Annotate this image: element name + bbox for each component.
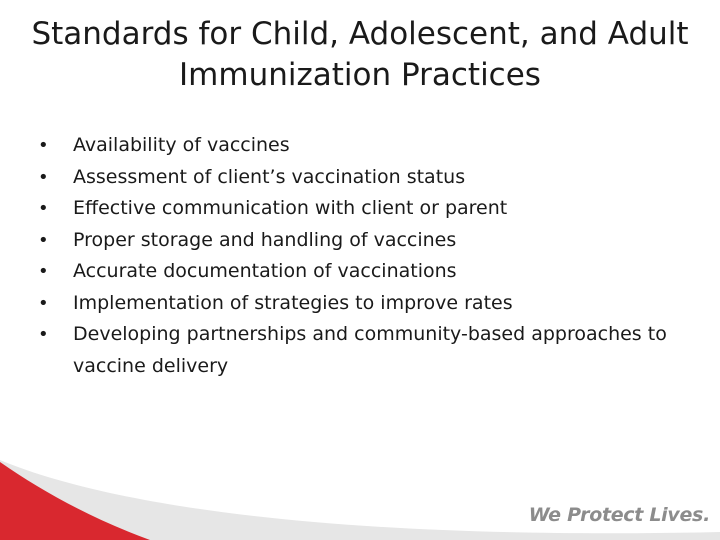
bullet-text: Implementation of strategies to improve rates bbox=[73, 291, 513, 314]
slide-title-line: Standards for Child, Adolescent, and Adult bbox=[31, 16, 689, 52]
bullet-dot-icon: • bbox=[38, 198, 49, 219]
bullet-dot-icon: • bbox=[38, 166, 49, 188]
bullet-item bbox=[38, 130, 678, 162]
bullet-text: Developing partnerships and community-based approaches to vaccine delivery bbox=[73, 323, 667, 377]
bullet-text: Effective communication with client or parent bbox=[73, 197, 508, 219]
bullet-dot-icon: • bbox=[38, 261, 49, 282]
bullet-item bbox=[38, 288, 678, 320]
bullet-text: Proper storage and handling of vaccines bbox=[73, 228, 457, 251]
slide-title bbox=[0, 14, 720, 96]
bullet-list bbox=[38, 130, 678, 382]
slide-title-line: Immunization Practices bbox=[179, 57, 541, 93]
bullet-item bbox=[38, 319, 678, 382]
bullet-item bbox=[38, 256, 678, 288]
bullet-dot-icon: • bbox=[38, 292, 49, 314]
bullet-item bbox=[38, 225, 678, 257]
brand-tagline: We Protect Lives. bbox=[528, 504, 710, 526]
bullet-item bbox=[38, 162, 678, 194]
bullet-text: Availability of vaccines bbox=[73, 134, 290, 156]
bullet-dot-icon: • bbox=[38, 229, 49, 251]
bullet-text: Accurate documentation of vaccinations bbox=[73, 260, 457, 282]
bullet-dot-icon: • bbox=[38, 135, 49, 156]
bullet-item bbox=[38, 193, 678, 225]
bullet-dot-icon: • bbox=[38, 324, 49, 345]
bullet-text: Assessment of client’s vaccination status bbox=[73, 165, 466, 188]
